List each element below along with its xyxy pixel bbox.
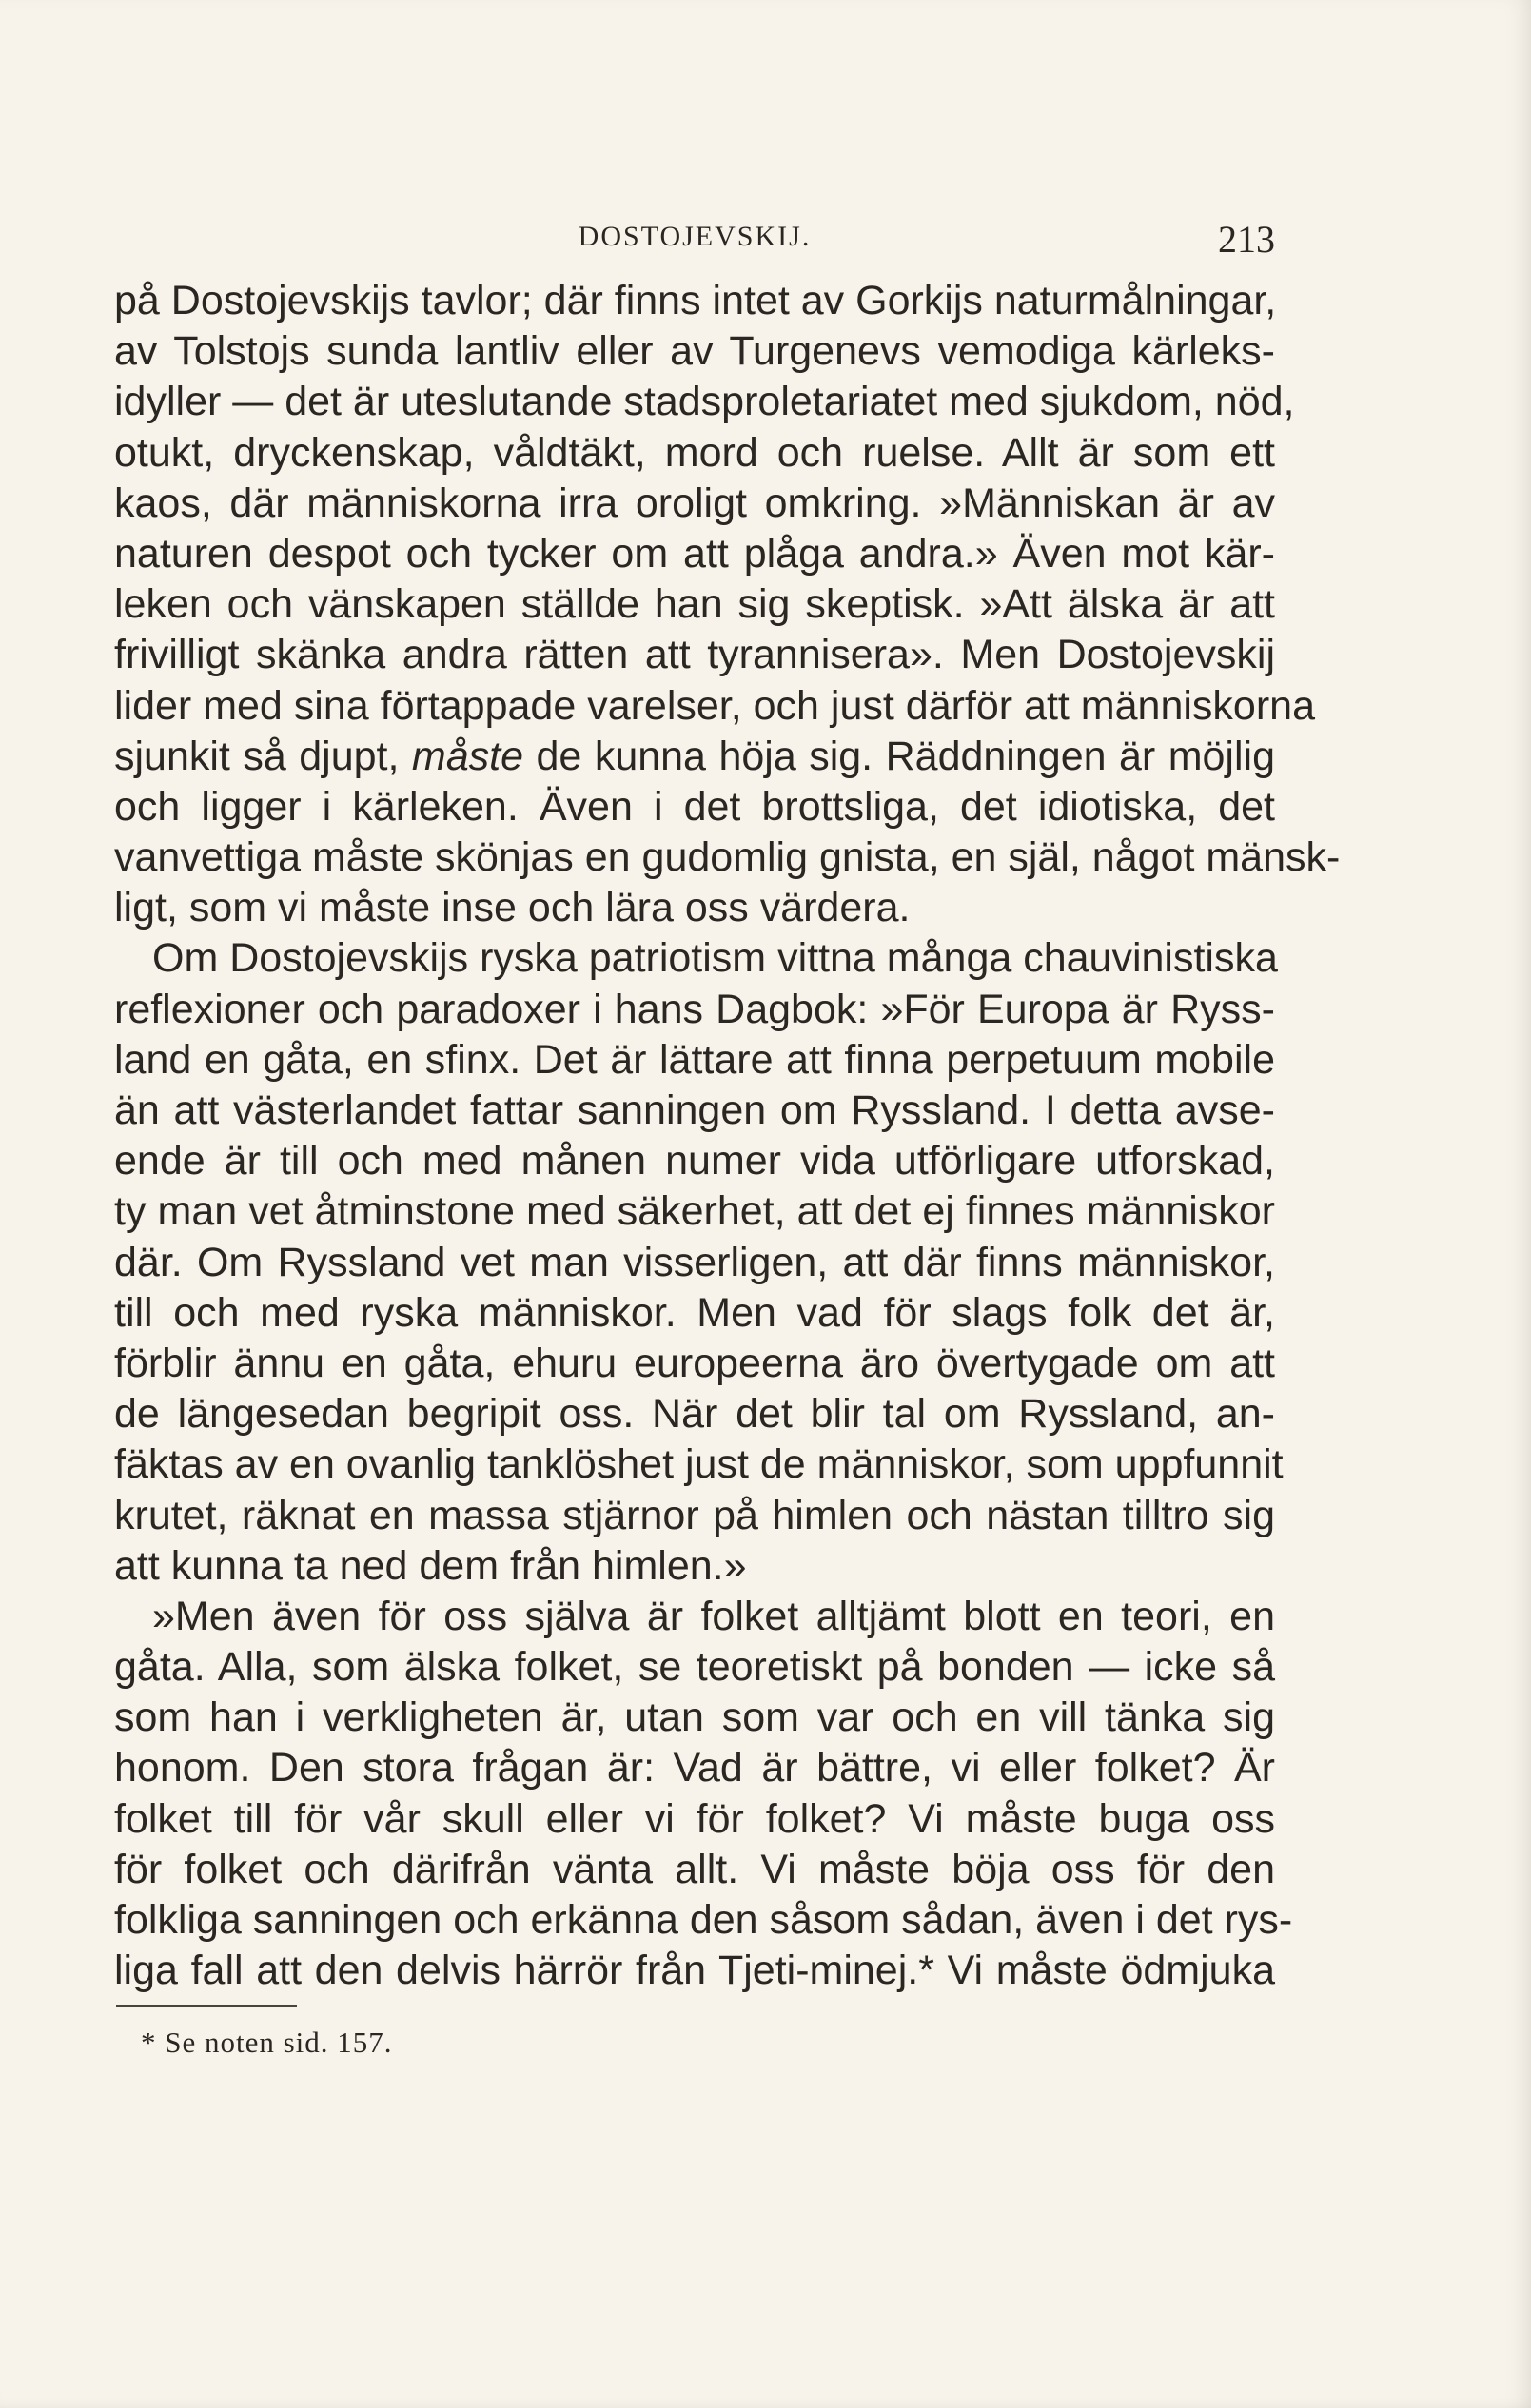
text-line: som han i verkligheten är, utan som var och en vill tänka sig	[114, 1694, 1275, 1741]
page-header	[114, 217, 1275, 264]
text-line: krutet, räknat en massa stjärnor på himlen och nästan tilltro sig	[114, 1492, 1275, 1538]
text-line: folket till för vår skull eller vi för folket? Vi måste buga oss	[114, 1795, 1275, 1842]
text-segment: de kunna höja sig. Räddningen är möjlig	[536, 733, 1276, 779]
footnote: * Se noten sid. 157.	[141, 2026, 393, 2059]
text-line	[114, 732, 1275, 782]
page-number: 213	[1218, 218, 1275, 261]
paragraph-end-line: ligt, som vi måste inse och lära oss värdera.	[114, 885, 911, 931]
paragraph-start-line: »Men även för oss själva är folket alltjämt blott en teori, en	[152, 1593, 1275, 1639]
text-line: fäktas av en ovanlig tanklöshet just de människor, som uppfunnit	[114, 1441, 1284, 1488]
text-line: än att västerlandet fattar sanningen om Ryssland. I detta avse-	[114, 1087, 1275, 1133]
text-line: av Tolstojs sunda lantliv eller av Turgenevs vemodiga kärleks-	[114, 328, 1275, 375]
text-line: frivilligt skänka andra rätten att tyrannisera». Men Dostojevskij	[114, 632, 1275, 678]
text-line: reflexioner och paradoxer i hans Dagbok: »För Europa är Ryss-	[114, 986, 1275, 1032]
text-segment: sjunkit så djupt,	[114, 733, 400, 779]
text-line: för folket och därifrån vänta allt. Vi måste böja oss för den	[114, 1846, 1275, 1892]
text-line: otukt, dryckenskap, våldtäkt, mord och ruelse. Allt är som ett	[114, 429, 1275, 476]
text-line: liga fall att den delvis härrör från Tjeti-minej.* Vi måste ödmjuka	[114, 1948, 1275, 1994]
text-line: förblir ännu en gåta, ehuru europeerna äro övertygade om att	[114, 1340, 1275, 1386]
text-line: kaos, där människorna irra oroligt omkring. »Människan är av	[114, 480, 1275, 526]
text-line: där. Om Ryssland vet man visserligen, att där finns människor,	[114, 1239, 1275, 1285]
body-text	[114, 276, 1341, 1996]
text-line: naturen despot och tycker om att plåga andra.» Även mot kär-	[114, 530, 1275, 577]
text-line: gåta. Alla, som älska folket, se teoretiskt på bonden — icke så	[114, 1644, 1275, 1691]
emphasized-word: måste	[411, 733, 524, 779]
text-line: ende är till och med månen numer vida utförligare utforskad,	[114, 1138, 1275, 1184]
text-line: och ligger i kärleken. Även i det brottsliga, det idiotiska, det	[114, 783, 1275, 830]
text-line: folkliga sanningen och erkänna den såsom sådan, även i det rys-	[114, 1897, 1293, 1943]
text-line: vanvettiga måste skönjas en gudomlig gnista, en själ, något mänsk-	[114, 834, 1341, 881]
text-line: lider med sina förtappade varelser, och just därför att människorna	[114, 682, 1315, 729]
text-line: till och med ryska människor. Men vad för slags folk det är,	[114, 1289, 1275, 1336]
paragraph-start-line: Om Dostojevskijs ryska patriotism vittna många chauvinistiska	[152, 935, 1278, 982]
text-line: leken och vänskapen ställde han sig skeptisk. »Att älska är att	[114, 581, 1275, 628]
text-line: land en gåta, en sfinx. Det är lättare att finna perpetuum mobile	[114, 1036, 1275, 1083]
running-head: DOSTOJEVSKIJ.	[578, 221, 812, 252]
text-line: på Dostojevskijs tavlor; där finns intet av Gorkijs naturmålningar,	[114, 278, 1277, 323]
text-line: de längesedan begripit oss. När det blir tal om Ryssland, an-	[114, 1391, 1275, 1438]
text-line: honom. Den stora frågan är: Vad är bättre, vi eller folket? Är	[114, 1745, 1275, 1791]
text-line: idyller — det är uteslutande stadsproletariatet med sjukdom, nöd,	[114, 379, 1295, 425]
footnote-divider	[116, 2005, 297, 2007]
text-line: ty man vet åtminstone med säkerhet, att det ej finnes människor	[114, 1188, 1275, 1235]
paragraph-end-line: att kunna ta ned dem från himlen.»	[114, 1542, 747, 1589]
